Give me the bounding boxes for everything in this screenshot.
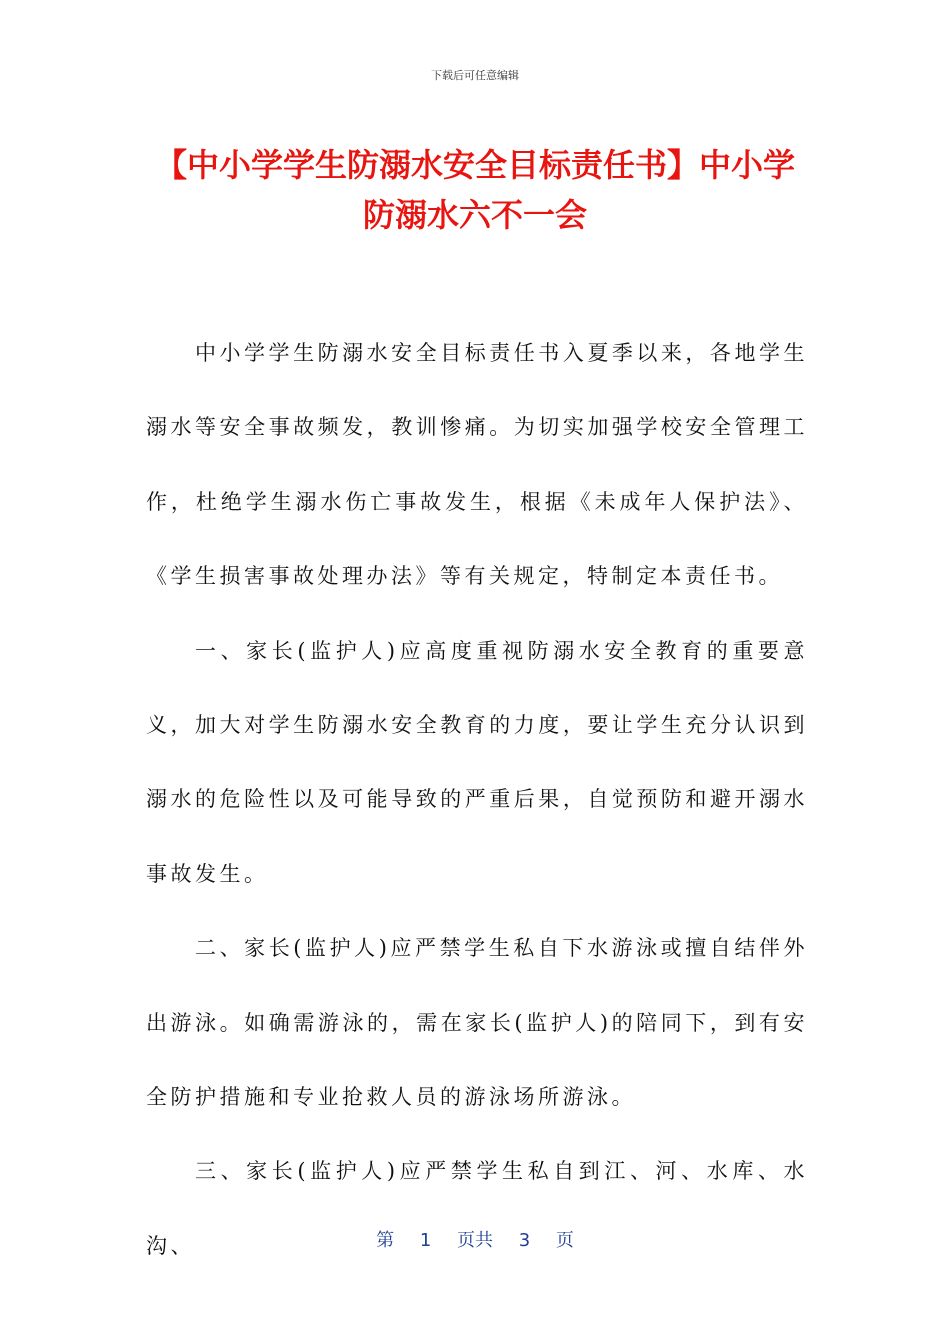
document-body: [146, 316, 808, 1283]
paragraph-item-1: 一、家长(监护人)应高度重视防溺水安全教育的重要意义，加大对学生防溺水安全教育的力度，要让学生充分认识到溺水的危险性以及可能导致的严重后果，自觉预防和避开溺水事故发生。: [146, 638, 808, 886]
header-note: 下载后可任意编辑: [431, 69, 519, 82]
paragraph-intro: 中小学学生防溺水安全目标责任书入夏季以来，各地学生溺水等安全事故频发，教训惨痛。为切实加强学校安全管理工作，杜绝学生溺水伤亡事故发生，根据《未成年人保护法》、《学生损害事故处理办法》等有关规定，特制定本责任书。: [146, 341, 808, 589]
document-title: 【中小学学生防溺水安全目标责任书】中小学防溺水六不一会: [154, 146, 795, 234]
page-footer: 第 1 页共 3 页: [376, 1230, 574, 1251]
paragraph-item-3: 三、家长(监护人)应严禁学生私自到江、河、水库、水沟、: [146, 1159, 808, 1258]
paragraph-item-2: 二、家长(监护人)应严禁学生私自下水游泳或擅自结伴外出游泳。如确需游泳的，需在家长(监护人)的陪同下，到有安全防护措施和专业抢救人员的游泳场所游泳。: [146, 936, 808, 1110]
